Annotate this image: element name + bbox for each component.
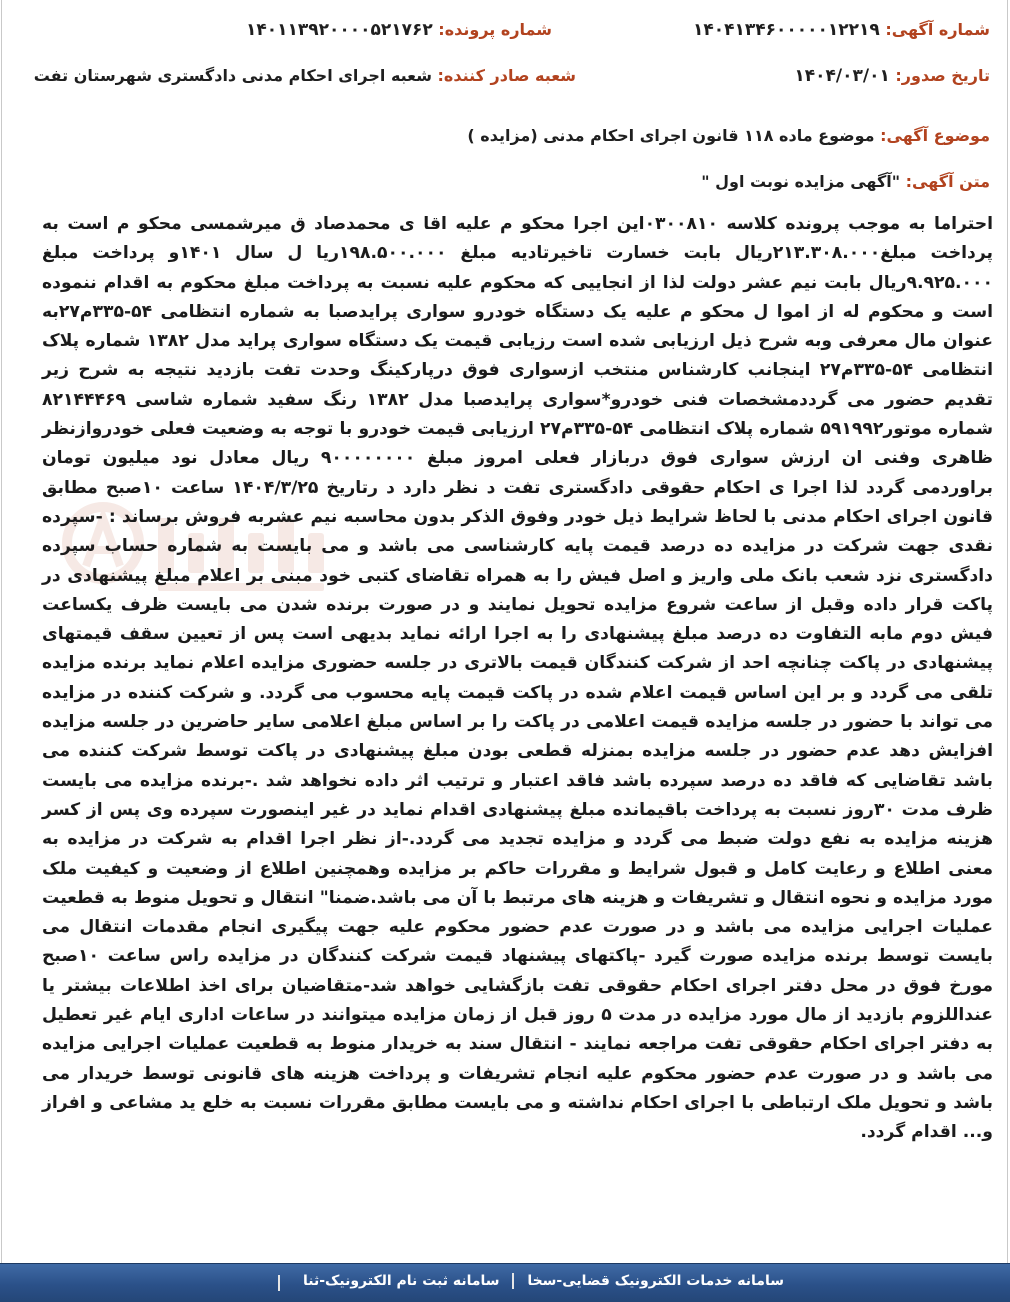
subject-row (467, 126, 990, 145)
footer-link-sakha[interactable]: سامانه خدمات الکترونیک قضایی-سخا (527, 1273, 784, 1289)
issuing-branch-label: شعبه صادر کننده: (437, 66, 576, 85)
case-number-row (246, 20, 552, 40)
subject-label: موضوع آگهی: (880, 126, 990, 145)
text-label: متن آگهی: (905, 172, 990, 191)
case-number: ۱۴۰۱۱۳۹۲۰۰۰۰۵۲۱۷۶۲ (245, 20, 433, 40)
page-border-left (1, 0, 2, 1263)
page-border-right (1007, 0, 1008, 1263)
ad-number-row (693, 20, 990, 40)
issuing-branch-row (34, 66, 576, 85)
issue-date-label: تاریخ صدور: (895, 66, 990, 85)
footer-links (299, 1273, 788, 1289)
issuing-branch: شعبه اجرای احکام مدنی دادگستری شهرستان تفت (33, 66, 432, 85)
footer-separator (512, 1273, 514, 1289)
subject: موضوع ماده ۱۱۸ قانون اجرای احکام مدنی (مزایده ) (467, 126, 875, 145)
notice-body: احتراما به موجب پرونده کلاسه ۰۳۰۰۸۱۰این اجرا محکو م علیه اقا ی محمدصاد ق میرشمسی محکو م است به پرداخت مبلغ۲۱۳.۳۰۸.۰۰۰ریال بابت خسارت تاخیرتادیه مبلغ ۱۹۸.۵۰۰.۰۰۰ریا ل سال ۱۴۰۱و پرداخت مبلغ ۹.۹۲۵.۰۰۰ریال بابت نیم عشر دولت لذا از انجاییی که محکوم علیه نسبت به پرداخت مبلغ محکوم به اقدام ننموده است و محکوم له از اموا ل محکو م علیه یک دستگاه خودرو سواری پرایدصبا به شماره انتظامی ۵۴-۳۳۵م۲۷به عنوان مال معرفی وبه شرح ذیل ارزیابی شده است رزیابی قیمت یک دستگاه سواری پراید مدل ۱۳۸۲ شماره پلاک انتظامی ۵۴-۳۳۵م۲۷ اینجانب کارشناس منتخب ازسواری فوق درپارکینگ وحدت تفت بازدید نتیجه به شرح زیر تقدیم حضور می گرددمشخصات فنی خودرو*سواری پرایدصبا مدل ۱۳۸۲ رنگ سفید شماره شاسی ۸۲۱۴۴۴۶۹ شماره موتور۵۹۱۹۹۲ شماره پلاک انتظامی ۵۴-۳۳۵م۲۷ ارزیابی قیمت خودرو با توجه به وضعیت فعلی خودروازنظر ظاهری وفنی ان ارزش سواری فوق دربازار فعلی امروز مبلغ ۹۰۰۰۰۰۰۰۰ ریال معادل نود میلیون تومان براوردمی گردد لذا اجرا ی احکام حقوقی دادگستری تفت د نظر دارد د رتاریخ ۱۴۰۴/۳/۲۵ ساعت ۱۰صبح مطابق قانون اجرای احکام مدنی با لحاظ شرایط ذیل خودر وفوق الذکر بدون محاسبه نیم عشربه فروش برساند : -سپرده نقدی جهت شرکت در مزایده ده درصد قیمت پایه کارشناسی می باشد و می بایست به شماره حساب سپرده دادگستری نزد شعب بانک ملی واریز و اصل فیش را به همراه تقاضای کتبی خود مبنی بر اعلام مبلغ پیشنهادی در پاکت قرار داده وقبل از ساعت شروع مزایده تحویل نمایند و در صورت برنده شدن می بایست ظرف یکساعت فیش دوم مابه التفاوت ده درصد مبلغ پیشنهادی را به اجرا ارائه نماید بدیهی است پس از تعیین سقف قیمتهای پیشنهادی در پاکت چنانچه احد از شرکت کنندگان قیمت بالاتری در جلسه حضوری مزایده اعلام نماید برنده مزایده تلقی می گردد و بر این اساس قیمت اعلام شده در پاکت قیمت پایه محسوب می گردد. و شرکت کننده در مزایده می تواند با حضور در جلسه مزایده قیمت اعلامی در پاکت را بر اساس مبلغ اعلامی سایر حاضرین در جلسه مزایده افزایش دهد عدم حضور در جلسه مزایده بمنزله قطعی بودن مبلغ پیشنهادی در پاکت توسط شرکت کننده می باشد تقاضایی که فاقد ده درصد سپرده باشد فاقد اعتبار و ترتیب اثر داده نخواهد شد .-برنده مزایده می بایست ظرف مدت ۳۰روز نسبت به پرداخت باقیمانده مبلغ پیشنهادی اقدام نماید در غیر اینصورت سپرده وی پس از کسر هزینه مزایده به نفع دولت ضبط می گردد و مزایده تجدید می گردد.-از نظر اجرا اقدام به شرکت در مزایده به معنی اطلاع و رعایت کامل و قبول شرایط و مقررات حاکم بر مزایده وهمچنین اطلاع از وضعیت و کیفیت ملک مورد مزایده و نحوه انتقال و تشریفات و هزینه های مرتبط با آن می باشد.ضمنا" انتقال و تحویل منوط به قطعیت عملیات اجرایی مزایده می باشد و در صورت عدم حضور محکوم علیه جهت پیگیری انجام مقدمات انتقال می بایست توسط برنده مزایده صورت گیرد -پاکتهای پیشنهاد قیمت شرکت کنندگان در مزایده راس ساعت ۱۰صبح مورخ فوق در محل دفتر اجرای احکام حقوقی تفت بازگشایی خواهد شد-متقاضیان برای اخذ اطلاعات بیشتر یا عنداللزوم بازدید از مال مورد مزایده در مدت ۵ روز قبل از زمان مزایده میتوانند در ساعات اداری ایام غیر تعطیل به دفتر اجرای احکام حقوقی تفت مراجعه نمایند - انتقال سند به خریدار منوط به قطعیت عملیات اجرایی مزایده می باشد و در صورت عدم حضور محکوم علیه انجام تشریفات و پرداخت هزینه های قانونی توسط خریدار می باشد و تحویل ملک ارتباطی با اجرای احکام نداشته و می بایست مطابق مقررات نسبت به خلع ید مشاعی و افراز و... اقدام گردد. (42, 214, 994, 1143)
notice-title: "آگهی مزایده نوبت اول " (701, 172, 901, 191)
issue-date: ۱۴۰۴/۰۳/۰۱ (794, 66, 890, 86)
footer-separator-left (278, 1275, 280, 1291)
footer-bar (0, 1263, 1010, 1302)
case-number-label: شماره پرونده: (438, 20, 552, 39)
ad-number-label: شماره آگهی: (885, 20, 990, 39)
footer-link-sana[interactable]: سامانه ثبت نام الکترونیک-ثنا (303, 1273, 500, 1289)
text-title-row (701, 172, 990, 191)
issue-date-row (794, 66, 990, 86)
ad-number: ۱۴۰۴۱۳۴۶۰۰۰۰۰۱۲۲۱۹ (693, 20, 880, 40)
